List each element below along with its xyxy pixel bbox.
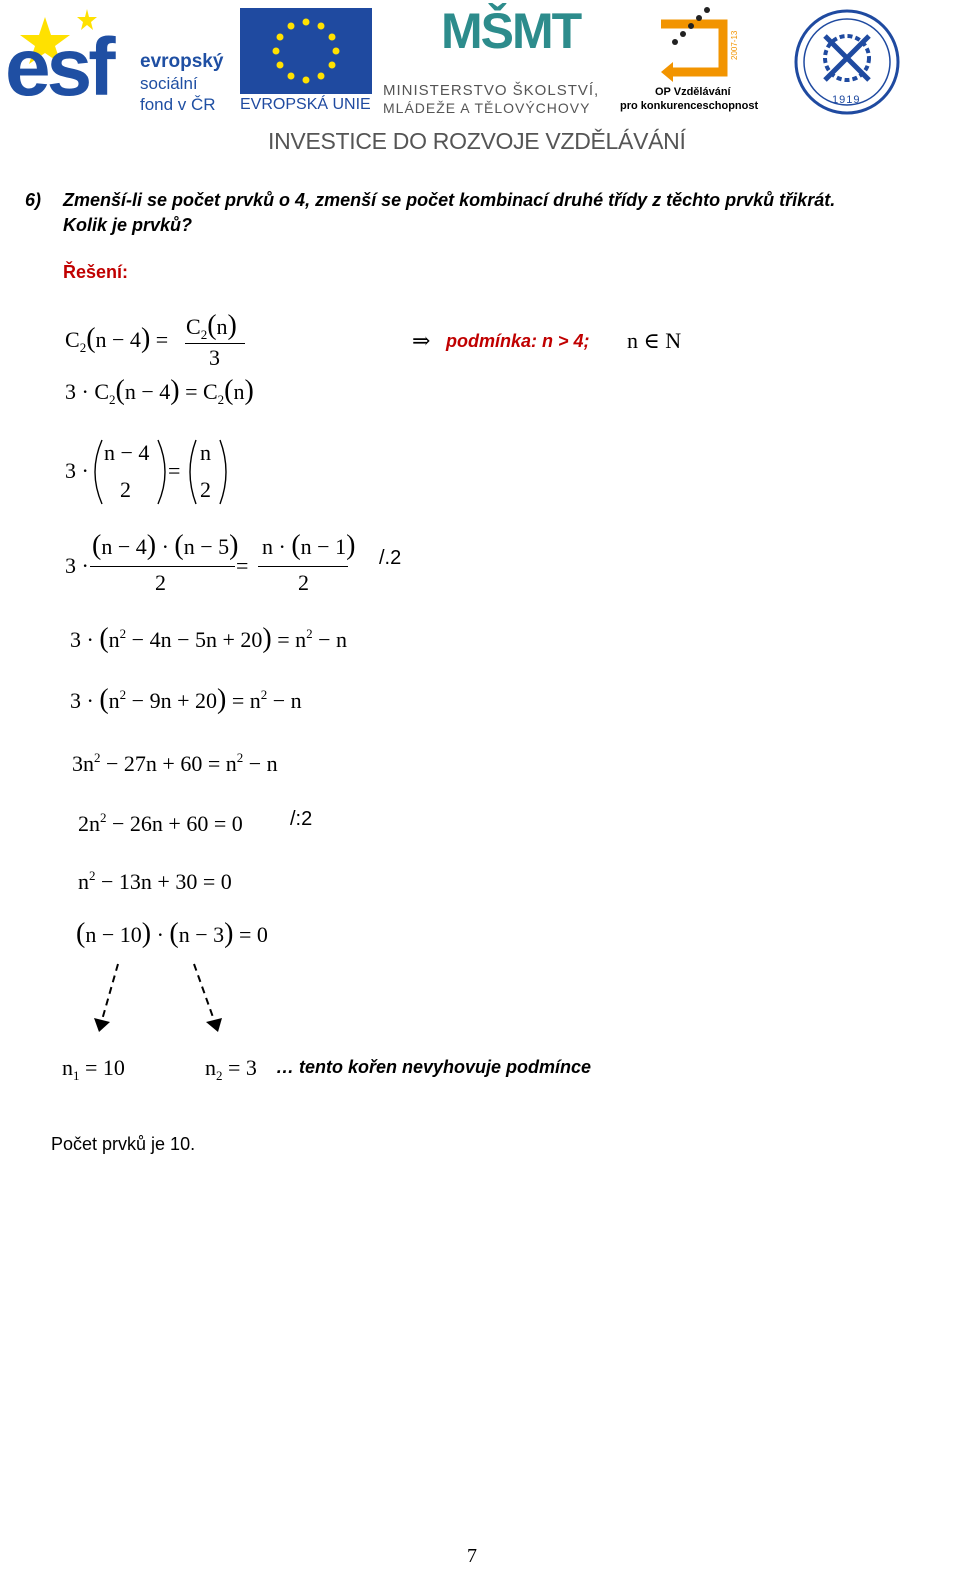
fraction-bar [185, 343, 245, 344]
eq-line-9: $n^2 - 13n + 30 = 0$ [78, 868, 232, 894]
esf-logo [5, 5, 230, 115]
eq-line-7: $3n^2 - 27n + 60 = n^2 - n$ [72, 750, 278, 776]
esf-line1: evropský [140, 51, 224, 72]
op-multiply: /.2 [379, 547, 402, 569]
op-logo [618, 2, 778, 117]
eq-line-4-num-right: n · (n − 1) [262, 530, 356, 561]
root-2: $n_2 = 3$ [205, 1055, 257, 1083]
condition-tail: n ∈ N [627, 328, 682, 353]
problem-number: 6) [25, 190, 42, 210]
problem-line1: Zmenší-li se počet prvků o 4, zmenší se počet kombinací druhé třídy z těchto prvků třikrát. [63, 190, 836, 210]
op-line2: pro konkurenceschopnost [620, 100, 759, 112]
tagline: INVESTICE DO ROZVOJE VZDĚLÁVÁNÍ [268, 128, 686, 154]
eq-line-8: $2n^2 - 26n + 60 = 0$ [78, 810, 243, 836]
eq-line-1-denominator: 3 [209, 345, 220, 370]
esf-line2: sociální [140, 74, 198, 93]
op-divide: /:2 [290, 808, 313, 830]
eq-line-4-coef: 3 · [65, 553, 89, 578]
esf-line3: fond v ČR [140, 95, 216, 114]
msmt-logo [383, 2, 613, 117]
equals-sign: = [168, 458, 181, 483]
arrow-left-head-icon [94, 1018, 110, 1032]
eu-flag-icon [240, 8, 372, 94]
implies-arrow-icon: ⇒ [412, 328, 431, 353]
arrow-right-line [194, 964, 214, 1020]
eq-line-5: $3 \cdot (n^2 - 4n - 5n + 20) = n^2 - n$ [70, 623, 348, 654]
seal-year: 1919 [832, 94, 861, 106]
eq-line-1-numerator: $C_2(n)$ [186, 310, 237, 342]
root-1: $n_1 = 10$ [62, 1055, 125, 1083]
equals-sign: = [236, 553, 249, 578]
eq-line-4-num-left: (n − 4) · (n − 5) [92, 530, 239, 561]
solution-label: Řešení: [63, 262, 129, 282]
header-logos [0, 0, 960, 160]
eq-line-4-den-left: 2 [155, 570, 166, 595]
fraction-bar [90, 566, 235, 567]
msmt-line2: MLÁDEŽE A TĚLOVÝCHOVY [383, 100, 591, 116]
msmt-line1: MINISTERSTVO ŠKOLSTVÍ, [383, 82, 600, 99]
page-number: 7 [467, 1545, 477, 1567]
op-line1: OP Vzdělávání [655, 86, 731, 98]
binomial-left-bottom: 2 [120, 477, 131, 502]
esf-letters: esf [5, 22, 112, 113]
eu-logo [240, 8, 375, 116]
msmt-monogram: MŠMT [441, 3, 581, 59]
eq-line-3-coef: 3 · [65, 458, 89, 483]
binomial-right-bottom: 2 [200, 477, 211, 502]
seal-logo [793, 8, 901, 116]
eq-line-1: $C_2(n - 4)$ = [65, 323, 169, 355]
eu-label: EVROPSKÁ UNIE [240, 96, 371, 113]
arrow-left-line [102, 964, 118, 1020]
dashed-arrows [80, 960, 240, 1035]
eq-line-4-den-right: 2 [298, 570, 309, 595]
eq-line-10: (n − 10) · (n − 3) = 0 [76, 918, 268, 949]
root-note: … tento kořen nevyhovuje podmínce [276, 1057, 592, 1077]
eq-line-2: $3 \cdot C_2(n - 4) = C_2(n)$ [65, 375, 254, 407]
conclusion: Počet prvků je 10. [51, 1134, 196, 1154]
problem-line2: Kolik je prvků? [63, 215, 193, 235]
op-years: 2007-13 [730, 30, 739, 60]
binomial-right-top: n [200, 440, 211, 465]
binomial-left-top: n − 4 [104, 440, 150, 465]
arrow-right-head-icon [206, 1018, 222, 1032]
condition-text: podmínka: n > 4; [446, 331, 590, 351]
fraction-bar [258, 566, 348, 567]
eq-line-6: $3 \cdot (n^2 - 9n + 20) = n^2 - n$ [70, 684, 302, 715]
